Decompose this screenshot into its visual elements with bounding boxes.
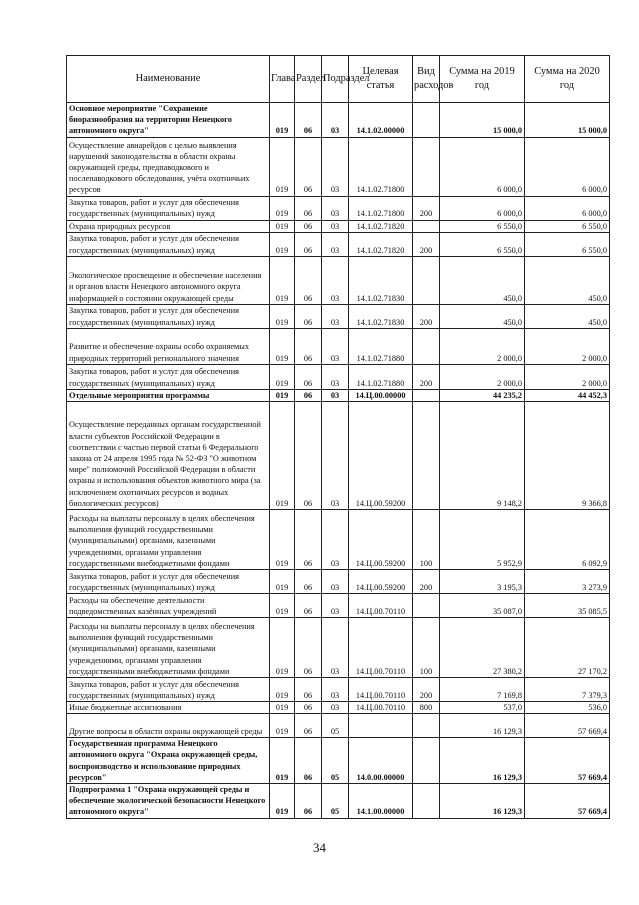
row-sum-2020: 57 669,4 bbox=[525, 738, 610, 784]
row-section: 06 bbox=[295, 678, 322, 702]
row-target-article: 14.0.00.00000 bbox=[349, 738, 413, 784]
row-name: Развитие и обеспечение охраны особо охраняемых природных территорий регионального значения bbox=[67, 328, 270, 364]
row-name: Закупка товаров, работ и услуг для обеспечения государственных (муниципальных) нужд bbox=[67, 304, 270, 328]
row-target-article: 14.1.02.71880 bbox=[349, 364, 413, 389]
header-chapter: Глава bbox=[270, 56, 295, 103]
row-expense-type bbox=[413, 220, 440, 232]
table-row bbox=[67, 570, 610, 594]
row-sum-2019: 7 169,8 bbox=[440, 678, 525, 702]
row-sum-2019: 9 148,2 bbox=[440, 402, 525, 510]
row-sum-2020: 35 085,5 bbox=[525, 594, 610, 618]
row-sum-2020: 9 366,8 bbox=[525, 402, 610, 510]
row-name: Закупка товаров, работ и услуг для обеспечения государственных (муниципальных) нужд bbox=[67, 678, 270, 702]
row-section: 06 bbox=[295, 256, 322, 304]
row-sum-2019: 6 550,0 bbox=[440, 232, 525, 256]
row-expense-type bbox=[413, 137, 440, 196]
row-section: 06 bbox=[295, 364, 322, 389]
table-row bbox=[67, 328, 610, 364]
row-chapter: 019 bbox=[270, 103, 295, 138]
row-sum-2019: 537,0 bbox=[440, 702, 525, 714]
page-number: 34 bbox=[313, 840, 326, 855]
row-expense-type bbox=[413, 738, 440, 784]
table-body bbox=[67, 103, 610, 819]
table-row bbox=[67, 702, 610, 714]
row-sum-2019: 6 000,0 bbox=[440, 196, 525, 220]
row-sum-2020: 6 000,0 bbox=[525, 196, 610, 220]
row-sum-2020: 57 669,4 bbox=[525, 784, 610, 819]
row-section: 06 bbox=[295, 220, 322, 232]
row-section: 06 bbox=[295, 328, 322, 364]
row-sum-2019: 6 000,0 bbox=[440, 137, 525, 196]
row-name: Закупка товаров, работ и услуг для обеспечения государственных (муниципальных) нужд bbox=[67, 232, 270, 256]
row-subsection: 03 bbox=[322, 618, 349, 678]
row-section: 06 bbox=[295, 594, 322, 618]
row-target-article: 14.1.02.71820 bbox=[349, 220, 413, 232]
row-name: Охрана природных ресурсов bbox=[67, 220, 270, 232]
row-name: Закупка товаров, работ и услуг для обеспечения государственных (муниципальных) нужд bbox=[67, 364, 270, 389]
row-expense-type bbox=[413, 328, 440, 364]
row-chapter: 019 bbox=[270, 220, 295, 232]
row-section: 06 bbox=[295, 738, 322, 784]
table-row bbox=[67, 137, 610, 196]
row-subsection: 03 bbox=[322, 137, 349, 196]
row-subsection: 03 bbox=[322, 220, 349, 232]
row-sum-2019: 15 000,0 bbox=[440, 103, 525, 138]
row-expense-type bbox=[413, 103, 440, 138]
row-sum-2020: 6 550,0 bbox=[525, 220, 610, 232]
row-sum-2019: 16 129,3 bbox=[440, 784, 525, 819]
row-subsection: 03 bbox=[322, 304, 349, 328]
row-chapter: 019 bbox=[270, 256, 295, 304]
row-name: Осуществление авиарейдов с целью выявления нарушений законодательства в области охраны окружающей среды, предпаводкового и послепаводкового обследования, учёта охотничьих ресурсов bbox=[67, 137, 270, 196]
row-sum-2019: 2 000,0 bbox=[440, 328, 525, 364]
row-target-article: 14.1.02.71820 bbox=[349, 232, 413, 256]
row-chapter: 019 bbox=[270, 196, 295, 220]
row-expense-type: 800 bbox=[413, 702, 440, 714]
row-target-article: 14.Ц.00.70110 bbox=[349, 594, 413, 618]
row-chapter: 019 bbox=[270, 784, 295, 819]
row-name: Иные бюджетные ассигнования bbox=[67, 702, 270, 714]
row-name: Основное мероприятие "Сохранение биоразнообразия на территории Ненецкого автономного округа" bbox=[67, 103, 270, 138]
row-section: 06 bbox=[295, 784, 322, 819]
row-name: Осуществление переданных органам государственной власти субъектов Российской Федерации в соответствии с частью первой статьи 6 Федерального закона от 24 апреля 1995 года № 52-ФЗ "О животном мире" полномочий Российской Федерации в области охраны и использования объектов животного мира (за исключением охотничьих ресурсов и водных биологических ресурсов) bbox=[67, 402, 270, 510]
row-chapter: 019 bbox=[270, 137, 295, 196]
row-section: 06 bbox=[295, 714, 322, 738]
header-expense-type: Вид расходов bbox=[413, 56, 440, 103]
row-expense-type: 200 bbox=[413, 232, 440, 256]
row-name: Расходы на выплаты персоналу в целях обеспечения выполнения функций государственными (муниципальными) органами, казенными учреждениями, органами управления государственными внебюджетными фондами bbox=[67, 510, 270, 570]
row-target-article: 14.1.02.71800 bbox=[349, 137, 413, 196]
row-expense-type bbox=[413, 594, 440, 618]
row-chapter: 019 bbox=[270, 364, 295, 389]
row-chapter: 019 bbox=[270, 618, 295, 678]
row-expense-type: 200 bbox=[413, 678, 440, 702]
row-section: 06 bbox=[295, 103, 322, 138]
row-name: Другие вопросы в области охраны окружающей среды bbox=[67, 714, 270, 738]
row-section: 06 bbox=[295, 389, 322, 401]
row-section: 06 bbox=[295, 570, 322, 594]
table-row bbox=[67, 232, 610, 256]
row-target-article bbox=[349, 714, 413, 738]
row-section: 06 bbox=[295, 196, 322, 220]
row-sum-2019: 2 000,0 bbox=[440, 364, 525, 389]
row-chapter: 019 bbox=[270, 328, 295, 364]
row-sum-2020: 450,0 bbox=[525, 304, 610, 328]
row-sum-2020: 6 000,0 bbox=[525, 137, 610, 196]
row-sum-2020: 536,0 bbox=[525, 702, 610, 714]
row-sum-2019: 450,0 bbox=[440, 304, 525, 328]
row-name: Закупка товаров, работ и услуг для обеспечения государственных (муниципальных) нужд bbox=[67, 570, 270, 594]
row-sum-2019: 16 129,3 bbox=[440, 738, 525, 784]
table-row bbox=[67, 714, 610, 738]
row-sum-2020: 2 000,0 bbox=[525, 364, 610, 389]
row-sum-2020: 44 452,3 bbox=[525, 389, 610, 401]
header-name: Наименование bbox=[67, 56, 270, 103]
table-header-row bbox=[67, 56, 610, 103]
table-row bbox=[67, 738, 610, 784]
row-target-article: 14.Ц.00.59200 bbox=[349, 402, 413, 510]
row-name: Отдельные мероприятия программы bbox=[67, 389, 270, 401]
header-subsection: Подраздел bbox=[322, 56, 349, 103]
table-row bbox=[67, 103, 610, 138]
row-expense-type bbox=[413, 389, 440, 401]
row-sum-2019: 450,0 bbox=[440, 256, 525, 304]
row-sum-2019: 16 129,3 bbox=[440, 714, 525, 738]
row-subsection: 03 bbox=[322, 103, 349, 138]
row-target-article: 14.Ц.00.70110 bbox=[349, 702, 413, 714]
row-section: 06 bbox=[295, 510, 322, 570]
table-row bbox=[67, 220, 610, 232]
header-sum-2019: Сумма на 2019 год bbox=[440, 56, 525, 103]
row-subsection: 03 bbox=[322, 328, 349, 364]
row-sum-2020: 15 000,0 bbox=[525, 103, 610, 138]
row-expense-type bbox=[413, 402, 440, 510]
row-section: 06 bbox=[295, 137, 322, 196]
header-sum-2020: Сумма на 2020 год bbox=[525, 56, 610, 103]
row-subsection: 03 bbox=[322, 678, 349, 702]
row-chapter: 019 bbox=[270, 570, 295, 594]
table-row bbox=[67, 256, 610, 304]
row-subsection: 03 bbox=[322, 256, 349, 304]
row-section: 06 bbox=[295, 402, 322, 510]
row-chapter: 019 bbox=[270, 510, 295, 570]
row-name: Закупка товаров, работ и услуг для обеспечения государственных (муниципальных) нужд bbox=[67, 196, 270, 220]
row-sum-2020: 6 550,0 bbox=[525, 232, 610, 256]
row-name: Государственная программа Ненецкого автономного округа "Охрана окружающей среды, воспроизводство и использование природных ресурсов" bbox=[67, 738, 270, 784]
row-chapter: 019 bbox=[270, 304, 295, 328]
row-name: Расходы на выплаты персоналу в целях обеспечения выполнения функций государственными (муниципальными) органами, казенными учреждениями, органами управления государственными внебюджетными фондами bbox=[67, 618, 270, 678]
row-expense-type: 200 bbox=[413, 196, 440, 220]
row-sum-2019: 6 550,0 bbox=[440, 220, 525, 232]
row-target-article: 14.1.02.71830 bbox=[349, 256, 413, 304]
row-target-article: 14.1.02.71830 bbox=[349, 304, 413, 328]
row-target-article: 14.1.00.00000 bbox=[349, 784, 413, 819]
row-chapter: 019 bbox=[270, 702, 295, 714]
row-sum-2020: 7 379,3 bbox=[525, 678, 610, 702]
row-sum-2020: 2 000,0 bbox=[525, 328, 610, 364]
row-target-article: 14.Ц.00.70110 bbox=[349, 678, 413, 702]
row-subsection: 05 bbox=[322, 738, 349, 784]
row-chapter: 019 bbox=[270, 389, 295, 401]
row-subsection: 05 bbox=[322, 714, 349, 738]
row-expense-type: 100 bbox=[413, 618, 440, 678]
row-expense-type bbox=[413, 256, 440, 304]
row-target-article: 14.Ц.00.59200 bbox=[349, 570, 413, 594]
budget-table bbox=[66, 55, 610, 819]
table-row bbox=[67, 389, 610, 401]
table-row bbox=[67, 784, 610, 819]
row-subsection: 03 bbox=[322, 570, 349, 594]
table-row bbox=[67, 594, 610, 618]
row-subsection: 03 bbox=[322, 364, 349, 389]
row-subsection: 03 bbox=[322, 389, 349, 401]
row-expense-type: 200 bbox=[413, 304, 440, 328]
header-target-article: Целевая статья bbox=[349, 56, 413, 103]
table-row bbox=[67, 618, 610, 678]
row-sum-2020: 6 092,9 bbox=[525, 510, 610, 570]
row-expense-type bbox=[413, 714, 440, 738]
row-name: Экологическое просвещение и обеспечение населения и органов власти Ненецкого автономного округа информацией о состоянии окружающей среды bbox=[67, 256, 270, 304]
row-sum-2020: 3 273,9 bbox=[525, 570, 610, 594]
row-target-article: 14.1.02.71800 bbox=[349, 196, 413, 220]
row-chapter: 019 bbox=[270, 738, 295, 784]
row-section: 06 bbox=[295, 702, 322, 714]
row-sum-2020: 450,0 bbox=[525, 256, 610, 304]
table-row bbox=[67, 678, 610, 702]
row-subsection: 03 bbox=[322, 510, 349, 570]
row-sum-2020: 27 170,2 bbox=[525, 618, 610, 678]
row-expense-type: 100 bbox=[413, 510, 440, 570]
row-subsection: 03 bbox=[322, 232, 349, 256]
row-section: 06 bbox=[295, 618, 322, 678]
row-target-article: 14.1.02.00000 bbox=[349, 103, 413, 138]
row-name: Расходы на обеспечение деятельности подведомственных казённых учреждений bbox=[67, 594, 270, 618]
row-section: 06 bbox=[295, 232, 322, 256]
row-subsection: 03 bbox=[322, 594, 349, 618]
row-chapter: 019 bbox=[270, 232, 295, 256]
header-section: Раздел bbox=[295, 56, 322, 103]
row-subsection: 03 bbox=[322, 196, 349, 220]
row-expense-type: 200 bbox=[413, 364, 440, 389]
row-subsection: 03 bbox=[322, 702, 349, 714]
row-sum-2019: 27 380,2 bbox=[440, 618, 525, 678]
row-chapter: 019 bbox=[270, 402, 295, 510]
row-target-article: 14.Ц.00.00000 bbox=[349, 389, 413, 401]
table-row bbox=[67, 364, 610, 389]
row-expense-type bbox=[413, 784, 440, 819]
row-sum-2020: 57 669,4 bbox=[525, 714, 610, 738]
row-chapter: 019 bbox=[270, 594, 295, 618]
row-section: 06 bbox=[295, 304, 322, 328]
row-subsection: 03 bbox=[322, 402, 349, 510]
table-row bbox=[67, 196, 610, 220]
row-sum-2019: 35 087,0 bbox=[440, 594, 525, 618]
row-target-article: 14.Ц.00.70110 bbox=[349, 618, 413, 678]
row-target-article: 14.1.02.71880 bbox=[349, 328, 413, 364]
row-subsection: 05 bbox=[322, 784, 349, 819]
table-row bbox=[67, 304, 610, 328]
row-sum-2019: 5 952,9 bbox=[440, 510, 525, 570]
table-row bbox=[67, 402, 610, 510]
row-chapter: 019 bbox=[270, 678, 295, 702]
row-sum-2019: 3 195,3 bbox=[440, 570, 525, 594]
row-name: Подпрограмма 1 "Охрана окружающей среды и обеспечение экологической безопасности Ненецкого автономного округа" bbox=[67, 784, 270, 819]
row-target-article: 14.Ц.00.59200 bbox=[349, 510, 413, 570]
row-expense-type: 200 bbox=[413, 570, 440, 594]
row-chapter: 019 bbox=[270, 714, 295, 738]
row-sum-2019: 44 235,2 bbox=[440, 389, 525, 401]
table-row bbox=[67, 510, 610, 570]
